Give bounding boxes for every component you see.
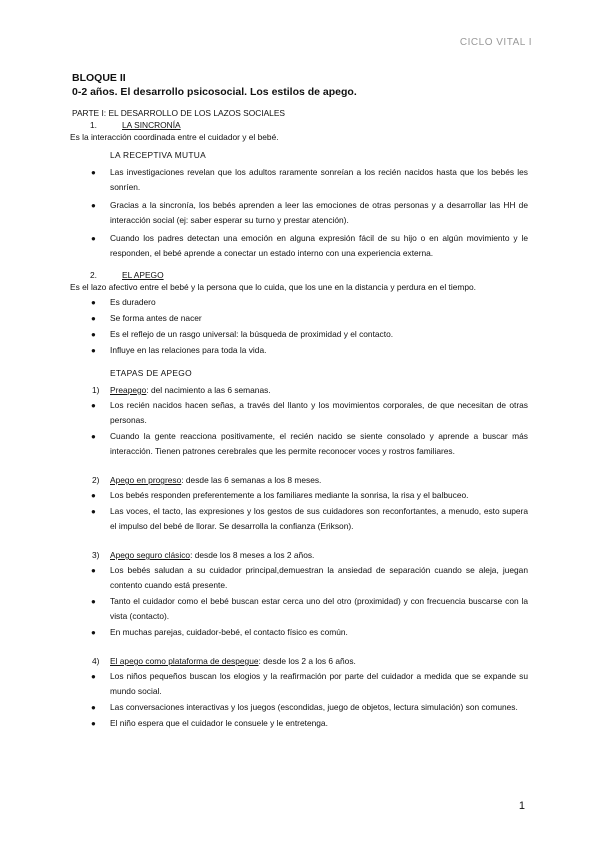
subheading-etapas: ETAPAS DE APEGO: [110, 368, 192, 378]
list-item: ● En muchas parejas, cuidador-bebé, el contacto físico es común.: [72, 625, 528, 640]
stage-number: 2): [92, 475, 100, 485]
stage-heading: [72, 473, 528, 487]
list-item: ● Es el reflejo de un rasgo universal: la búsqueda de proximidad y el contacto.: [72, 327, 528, 342]
bullet-icon: ●: [91, 201, 96, 210]
bullet-icon: ●: [91, 168, 96, 177]
stage-name: El apego como plataforma de despegue: [110, 656, 259, 666]
stage-bullets: [72, 488, 528, 534]
list-item: ● Los bebés responden preferentemente a los familiares mediante la sonrisa, la risa y el balbuceo.: [72, 488, 528, 503]
list-item: ● Cuando la gente reacciona positivamente, el recién nacido se siente consolado y aprende a buscar más interacción. Tienen patrones cerebrales que les permite reconocer voces y rostros familiares.: [91, 431, 528, 456]
bullet-icon: ●: [91, 703, 96, 712]
stage-name: Apego seguro clásico: [110, 550, 191, 560]
part-heading: PARTE I: EL DESARROLLO DE LOS LAZOS SOCIALES: [72, 108, 286, 118]
section-heading-sincronia: [72, 119, 528, 131]
stage-number: 1): [92, 385, 100, 395]
stage-heading: [72, 654, 528, 668]
bullet-icon: ●: [91, 491, 96, 500]
list-item: ● Gracias a la sincronía, los bebés aprenden a leer las emociones de otras personas y a desarrollar las HH de interacción social (ej: saber esperar su turno y prestar atención).: [91, 200, 528, 225]
stage-number: 4): [92, 656, 100, 666]
section-definition: Es el lazo afectivo entre el bebé y la persona que lo cuida, que los une en la distancia y perdura en el tiempo.: [70, 282, 476, 292]
section-title: EL APEGO: [122, 270, 164, 280]
page-content: [72, 72, 528, 731]
list-item: ● Es duradero: [72, 295, 528, 310]
bullet-icon: ●: [91, 298, 96, 307]
section-number: 1.: [90, 120, 97, 130]
stage-bullets: [72, 563, 528, 640]
bullet-icon: ●: [91, 672, 96, 681]
stage-bullets: [72, 669, 528, 731]
list-item: ● El niño espera que el cuidador le consuele y le entretenga.: [72, 716, 528, 731]
section-heading-apego: [72, 269, 528, 281]
bullet-icon: ●: [91, 314, 96, 323]
bullet-icon: ●: [91, 346, 96, 355]
stage-range: : desde los 2 a los 6 años.: [258, 656, 356, 666]
bullet-icon: ●: [91, 719, 96, 728]
stage-heading: [72, 548, 528, 562]
stage-range: : desde los 8 meses a los 2 años.: [190, 550, 315, 560]
page-number: 1: [518, 800, 525, 812]
block-title: BLOQUE II: [72, 72, 126, 84]
stage-name: Preapego: [110, 385, 147, 395]
list-item: ● Tanto el cuidador como el bebé buscan estar cerca uno del otro (proximidad) y con frecuencia buscarse con la vista (contacto).: [91, 596, 528, 621]
list-item: ● Los niños pequeños buscan los elogios y la reafirmación por parte del cuidador a medida que se expande su mundo social.: [91, 671, 528, 696]
running-header: CICLO VITAL I: [459, 37, 532, 48]
section-title: LA SINCRONÍA: [122, 120, 181, 130]
bullet-icon: ●: [91, 330, 96, 339]
bullet-icon: ●: [91, 597, 96, 606]
stage-name: Apego en progreso: [110, 475, 182, 485]
stage-heading: [72, 383, 528, 397]
list-item: ● Cuando los padres detectan una emoción en alguna expresión fácil de su hijo o en algún movimiento y le responden, el bebé aprende a conectar un estado interno con una experiencia externa.: [91, 233, 528, 258]
bullet-list-sincronia: [72, 165, 528, 261]
list-item: ● Las conversaciones interactivas y los juegos (escondidas, juego de objetos, lectura simulación) son comunes.: [72, 700, 528, 715]
bullet-icon: ●: [91, 566, 96, 575]
stage-range: : desde las 6 semanas a los 8 meses.: [181, 475, 322, 485]
section-definition: Es la interacción coordinada entre el cuidador y el bebé.: [70, 132, 279, 142]
bullet-icon: ●: [91, 507, 96, 516]
bullet-icon: ●: [91, 628, 96, 637]
bullet-icon: ●: [91, 432, 96, 441]
list-item: ● Se forma antes de nacer: [72, 311, 528, 326]
stage-bullets: [72, 398, 528, 459]
list-item: ● Influye en las relaciones para toda la vida.: [72, 343, 528, 358]
list-item: ● Los recién nacidos hacen señas, a través del llanto y los movimientos corporales, de que necesitan de otras personas.: [91, 400, 528, 425]
subheading-receptiva: LA RECEPTIVA MUTUA: [110, 150, 206, 160]
list-item: ● Las voces, el tacto, las expresiones y los gestos de sus cuidadores son reconfortantes, a menudo, esto supera el impulso del bebé de llorar. Se desarrolla la confianza (Erikson).: [91, 506, 528, 531]
list-item: ● Los bebés saludan a su cuidador principal,demuestran la ansiedad de separación cuando se aleja, juegan contento cuando está presente.: [91, 565, 528, 590]
stage-range: : del nacimiento a las 6 semanas.: [146, 385, 271, 395]
bullet-icon: ●: [91, 401, 96, 410]
document-subtitle: 0-2 años. El desarrollo psicosocial. Los estilos de apego.: [72, 86, 357, 98]
bullet-icon: ●: [91, 234, 96, 243]
bullet-list-apego: [72, 295, 528, 358]
list-item: ● Las investigaciones revelan que los adultos raramente sonreían a los recién nacidos hasta que los bebés les sonríen.: [91, 167, 528, 192]
stage-number: 3): [92, 550, 100, 560]
section-number: 2.: [90, 270, 97, 280]
